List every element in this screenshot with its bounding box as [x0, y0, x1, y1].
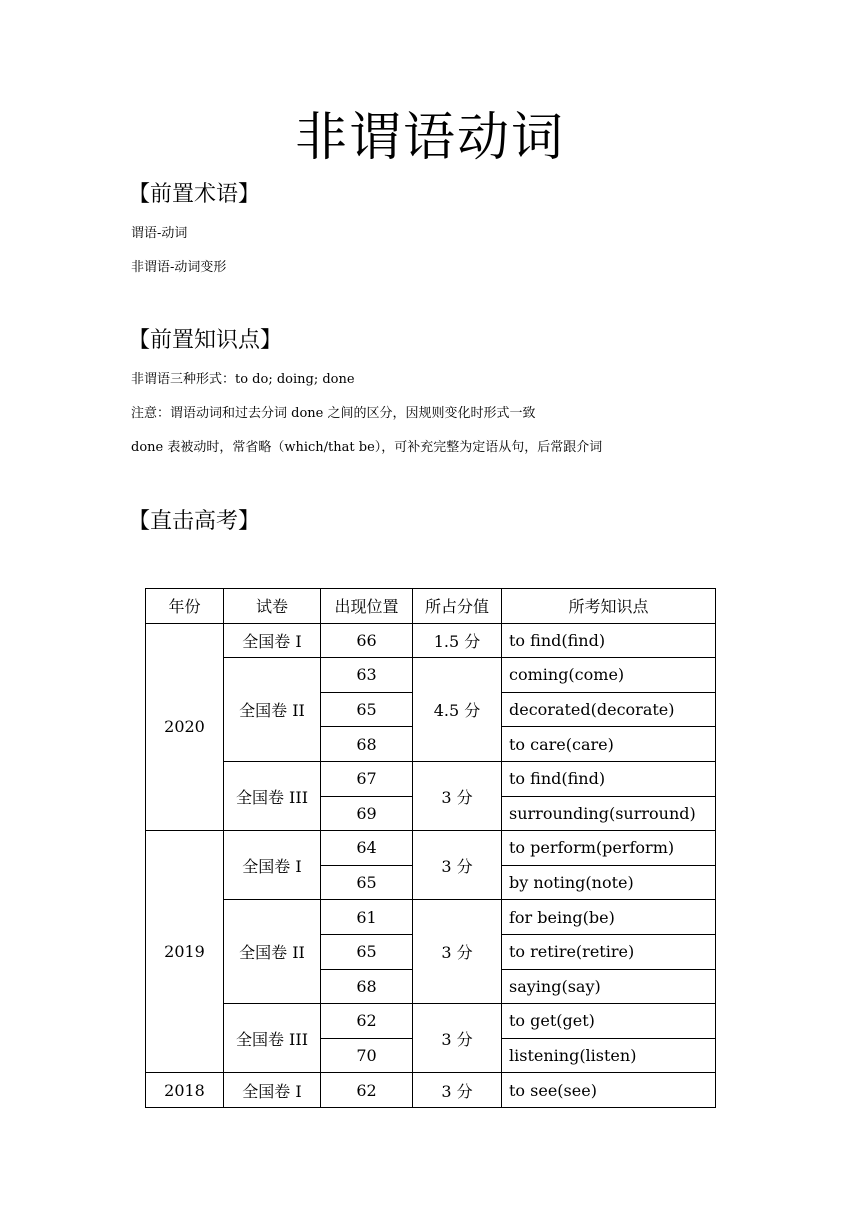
- score-cell: 3 分: [413, 1004, 502, 1073]
- section-heading-terms: 【前置术语】: [128, 182, 261, 207]
- knowledge-point-cell: to see(see): [502, 1073, 716, 1108]
- table-row: [146, 623, 716, 658]
- knowledge-point-cell: for being(be): [502, 900, 716, 935]
- year-cell: 2020: [146, 623, 224, 831]
- paper-cell: 全国卷 II: [224, 658, 321, 762]
- position-cell: 67: [321, 761, 413, 796]
- position-cell: 70: [321, 1038, 413, 1073]
- header-knowledge-point: 所考知识点: [502, 589, 716, 624]
- header-year: 年份: [146, 589, 224, 624]
- table-row: [146, 900, 716, 935]
- paper-cell: 全国卷 I: [224, 831, 321, 900]
- knowledge-point-cell: to retire(retire): [502, 934, 716, 969]
- section-heading-knowledge: 【前置知识点】: [128, 328, 283, 353]
- terms-line-2: 非谓语-动词变形: [131, 260, 227, 275]
- knowledge-line-1: 非谓语三种形式：to do; doing; done: [131, 372, 355, 387]
- position-cell: 65: [321, 934, 413, 969]
- knowledge-point-cell: by noting(note): [502, 865, 716, 900]
- position-cell: 61: [321, 900, 413, 935]
- position-cell: 68: [321, 969, 413, 1004]
- exam-table: [145, 588, 716, 1108]
- document-title: 非谓语动词: [294, 108, 565, 168]
- position-cell: 63: [321, 658, 413, 693]
- section-heading-exam: 【直击高考】: [128, 509, 261, 534]
- knowledge-point-cell: listening(listen): [502, 1038, 716, 1073]
- paper-cell: 全国卷 III: [224, 761, 321, 830]
- year-cell: 2018: [146, 1073, 224, 1108]
- position-cell: 68: [321, 727, 413, 762]
- position-cell: 65: [321, 692, 413, 727]
- knowledge-point-cell: to care(care): [502, 727, 716, 762]
- knowledge-point-cell: to perform(perform): [502, 831, 716, 866]
- paper-cell: 全国卷 I: [224, 623, 321, 658]
- score-cell: 3 分: [413, 1073, 502, 1108]
- table-row: [146, 761, 716, 796]
- position-cell: 62: [321, 1004, 413, 1039]
- header-score: 所占分值: [413, 589, 502, 624]
- paper-cell: 全国卷 I: [224, 1073, 321, 1108]
- table-row: [146, 831, 716, 866]
- year-cell: 2019: [146, 831, 224, 1073]
- knowledge-line-2: 注意：谓语动词和过去分词 done 之间的区分，因规则变化时形式一致: [131, 406, 536, 421]
- knowledge-point-cell: saying(say): [502, 969, 716, 1004]
- knowledge-point-cell: to find(find): [502, 761, 716, 796]
- paper-cell: 全国卷 II: [224, 900, 321, 1004]
- header-position: 出现位置: [321, 589, 413, 624]
- position-cell: 62: [321, 1073, 413, 1108]
- position-cell: 66: [321, 623, 413, 658]
- knowledge-line-3: done 表被动时，常省略（which/that be），可补充完整为定语从句，后常跟介词: [131, 440, 603, 455]
- score-cell: 1.5 分: [413, 623, 502, 658]
- score-cell: 3 分: [413, 900, 502, 1004]
- score-cell: 4.5 分: [413, 658, 502, 762]
- knowledge-point-cell: coming(come): [502, 658, 716, 693]
- header-paper: 试卷: [224, 589, 321, 624]
- knowledge-point-cell: to get(get): [502, 1004, 716, 1039]
- knowledge-point-cell: to find(find): [502, 623, 716, 658]
- table-row: [146, 658, 716, 693]
- paper-cell: 全国卷 III: [224, 1004, 321, 1073]
- table-row: [146, 1004, 716, 1039]
- knowledge-point-cell: surrounding(surround): [502, 796, 716, 831]
- position-cell: 65: [321, 865, 413, 900]
- position-cell: 64: [321, 831, 413, 866]
- table-row: [146, 1073, 716, 1108]
- position-cell: 69: [321, 796, 413, 831]
- score-cell: 3 分: [413, 761, 502, 830]
- terms-line-1: 谓语-动词: [131, 226, 188, 241]
- knowledge-point-cell: decorated(decorate): [502, 692, 716, 727]
- score-cell: 3 分: [413, 831, 502, 900]
- table-header-row: [146, 589, 716, 624]
